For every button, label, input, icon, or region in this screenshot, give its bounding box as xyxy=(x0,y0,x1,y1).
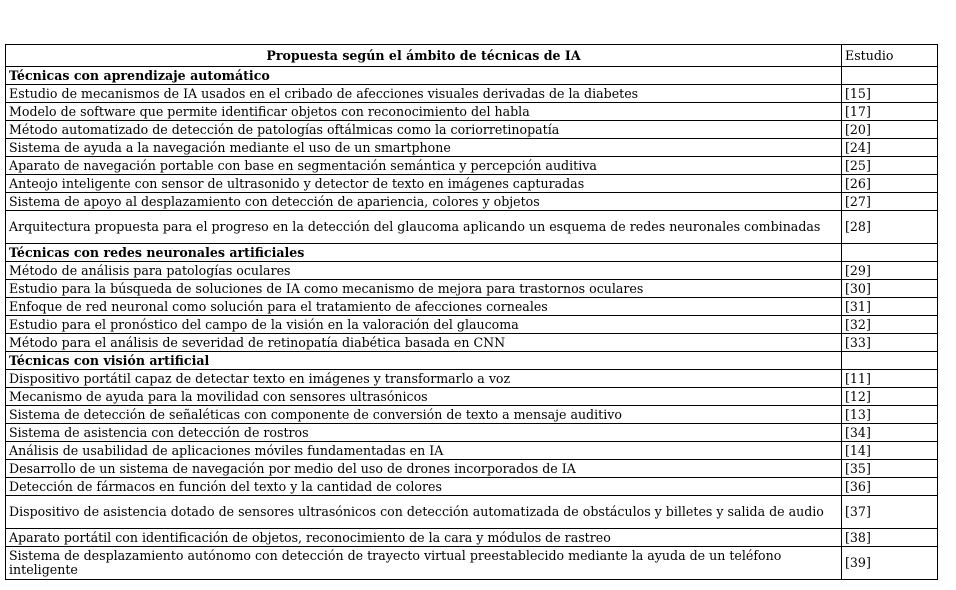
header-study: Estudio xyxy=(842,45,938,67)
proposal-cell: Estudio para el pronóstico del campo de la visión en la valoración del glaucoma xyxy=(6,316,842,334)
table-row xyxy=(6,496,938,529)
study-ref-cell: [31] xyxy=(842,298,938,316)
table-row xyxy=(6,85,938,103)
study-ref-cell: [38] xyxy=(842,529,938,547)
table-row xyxy=(6,298,938,316)
table-row xyxy=(6,316,938,334)
study-ref-cell: [32] xyxy=(842,316,938,334)
section-ref-cell xyxy=(842,67,938,85)
table-row xyxy=(6,547,938,580)
study-ref-cell: [34] xyxy=(842,424,938,442)
ai-techniques-table xyxy=(5,44,938,580)
table-row xyxy=(6,175,938,193)
table-row xyxy=(6,211,938,244)
document-page xyxy=(5,44,937,580)
study-ref-cell: [29] xyxy=(842,262,938,280)
proposal-cell: Sistema de desplazamiento autónomo con detección de trayecto virtual preestablecido mediante la ayuda de un teléfono inteligente xyxy=(6,547,842,580)
study-ref-cell: [15] xyxy=(842,85,938,103)
table-row xyxy=(6,157,938,175)
table-row xyxy=(6,334,938,352)
table-row xyxy=(6,478,938,496)
proposal-cell: Modelo de software que permite identificar objetos con reconocimiento del habla xyxy=(6,103,842,121)
proposal-cell: Sistema de apoyo al desplazamiento con detección de apariencia, colores y objetos xyxy=(6,193,842,211)
table-row xyxy=(6,442,938,460)
proposal-cell: Método para el análisis de severidad de retinopatía diabética basada en CNN xyxy=(6,334,842,352)
study-ref-cell: [39] xyxy=(842,547,938,580)
study-ref-cell: [13] xyxy=(842,406,938,424)
section-ref-cell xyxy=(842,244,938,262)
proposal-cell: Método automatizado de detección de patologías oftálmicas como la coriorretinopatía xyxy=(6,121,842,139)
table-row xyxy=(6,406,938,424)
study-ref-cell: [25] xyxy=(842,157,938,175)
table-row xyxy=(6,193,938,211)
study-ref-cell: [35] xyxy=(842,460,938,478)
study-ref-cell: [26] xyxy=(842,175,938,193)
proposal-cell: Enfoque de red neuronal como solución para el tratamiento de afecciones corneales xyxy=(6,298,842,316)
table-row xyxy=(6,262,938,280)
proposal-cell: Anteojo inteligente con sensor de ultrasonido y detector de texto en imágenes capturadas xyxy=(6,175,842,193)
section-title: Técnicas con redes neuronales artificiales xyxy=(6,244,842,262)
table-header-row xyxy=(6,45,938,67)
table-row xyxy=(6,388,938,406)
study-ref-cell: [33] xyxy=(842,334,938,352)
proposal-cell: Análisis de usabilidad de aplicaciones móviles fundamentadas en IA xyxy=(6,442,842,460)
proposal-cell: Mecanismo de ayuda para la movilidad con sensores ultrasónicos xyxy=(6,388,842,406)
table-row xyxy=(6,121,938,139)
proposal-cell: Arquitectura propuesta para el progreso en la detección del glaucoma aplicando un esquema de redes neuronales combinadas xyxy=(6,211,842,244)
study-ref-cell: [11] xyxy=(842,370,938,388)
proposal-cell: Sistema de asistencia con detección de rostros xyxy=(6,424,842,442)
table-row xyxy=(6,529,938,547)
study-ref-cell: [37] xyxy=(842,496,938,529)
table-row xyxy=(6,460,938,478)
proposal-cell: Desarrollo de un sistema de navegación por medio del uso de drones incorporados de IA xyxy=(6,460,842,478)
study-ref-cell: [20] xyxy=(842,121,938,139)
proposal-cell: Aparato de navegación portable con base en segmentación semántica y percepción auditiva xyxy=(6,157,842,175)
section-row xyxy=(6,67,938,85)
study-ref-cell: [36] xyxy=(842,478,938,496)
proposal-cell: Dispositivo portátil capaz de detectar texto en imágenes y transformarlo a voz xyxy=(6,370,842,388)
table-row xyxy=(6,424,938,442)
proposal-cell: Estudio para la búsqueda de soluciones de IA como mecanismo de mejora para trastornos oculares xyxy=(6,280,842,298)
section-row xyxy=(6,244,938,262)
study-ref-cell: [14] xyxy=(842,442,938,460)
proposal-cell: Dispositivo de asistencia dotado de sensores ultrasónicos con detección automatizada de obstáculos y billetes y salida de audio xyxy=(6,496,842,529)
proposal-cell: Método de análisis para patologías oculares xyxy=(6,262,842,280)
table-row xyxy=(6,103,938,121)
table-row xyxy=(6,139,938,157)
study-ref-cell: [17] xyxy=(842,103,938,121)
study-ref-cell: [12] xyxy=(842,388,938,406)
table-row xyxy=(6,370,938,388)
proposal-cell: Detección de fármacos en función del texto y la cantidad de colores xyxy=(6,478,842,496)
section-title: Técnicas con aprendizaje automático xyxy=(6,67,842,85)
proposal-cell: Aparato portátil con identificación de objetos, reconocimiento de la cara y módulos de rastreo xyxy=(6,529,842,547)
proposal-cell: Sistema de detección de señaléticas con componente de conversión de texto a mensaje auditivo xyxy=(6,406,842,424)
section-row xyxy=(6,352,938,370)
study-ref-cell: [30] xyxy=(842,280,938,298)
study-ref-cell: [24] xyxy=(842,139,938,157)
study-ref-cell: [27] xyxy=(842,193,938,211)
table-body xyxy=(6,67,938,580)
header-proposal: Propuesta según el ámbito de técnicas de IA xyxy=(6,45,842,67)
section-ref-cell xyxy=(842,352,938,370)
section-title: Técnicas con visión artificial xyxy=(6,352,842,370)
proposal-cell: Estudio de mecanismos de IA usados en el cribado de afecciones visuales derivadas de la diabetes xyxy=(6,85,842,103)
table-row xyxy=(6,280,938,298)
proposal-cell: Sistema de ayuda a la navegación mediante el uso de un smartphone xyxy=(6,139,842,157)
study-ref-cell: [28] xyxy=(842,211,938,244)
